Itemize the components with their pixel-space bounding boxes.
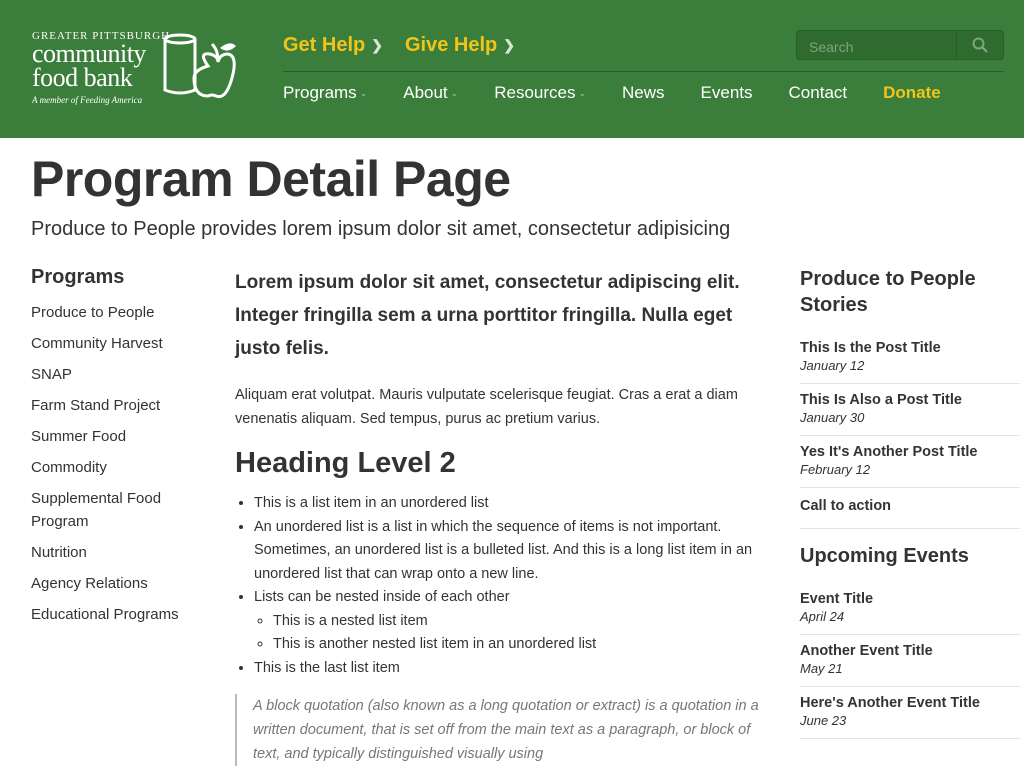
get-help-link[interactable] [283,34,383,57]
nav-label: Programs [283,83,357,102]
chevron-right-icon: ❯ [503,37,515,53]
search-box [796,30,1004,60]
sidebar-item-snap[interactable]: SNAP [31,366,72,383]
main-nav [283,83,941,103]
story-title: This Is Also a Post Title [800,392,962,408]
sidebar-item-supplemental-food-program[interactable]: Supplemental Food Program [31,490,162,530]
sidebar-item-produce-to-people[interactable]: Produce to People [31,304,155,321]
story-date: January 30 [800,410,865,425]
chevron-right-icon: ❯ [371,37,383,53]
sidebar-item-commodity[interactable]: Commodity [31,459,107,476]
sidebar-item-nutrition[interactable]: Nutrition [31,544,87,561]
nested-list-item: ◦ This is a nested list item [273,610,760,634]
event-title: Event Title [800,591,874,607]
unordered-list [235,492,760,680]
story-date: February 12 [800,462,871,477]
event-title: Here's Another Event Title [800,695,980,711]
top-links [283,34,515,57]
nav-news[interactable]: News [622,83,665,102]
nav-donate[interactable]: Donate [883,83,941,102]
list-item-with-nested [254,586,760,657]
main-content [235,266,760,766]
body-paragraph: Aliquam erat volutpat. Mauris vulputate scelerisque feugiat. Cras a erat a diam venenatis aliquam. Sed tempus, purus ac pretium varius. [235,387,738,427]
list-item-text: Lists can be nested inside of each other [254,589,510,605]
events-heading: Upcoming Events [800,545,969,567]
story-date: January 12 [800,358,865,373]
food-can-apple-icon [160,30,240,104]
search-button[interactable] [956,31,1003,59]
call-to-action-link[interactable]: Call to action [800,488,1020,529]
story-item[interactable] [800,436,1020,488]
nav-about[interactable] [403,83,458,103]
event-item[interactable] [800,635,1020,687]
caret-down-icon: ⌄ [450,87,459,98]
story-title: Yes It's Another Post Title [800,444,978,460]
nested-list [254,610,760,657]
event-item[interactable] [800,583,1020,635]
sidebar-heading: Programs [31,266,125,288]
search-icon [972,37,988,53]
nav-label: Resources [494,83,576,102]
logo-line-3: food bank [32,63,133,92]
caret-down-icon: ⌄ [578,87,587,98]
right-sidebar [800,266,1020,739]
nav-contact[interactable]: Contact [788,83,848,102]
site-header [0,0,1024,138]
event-item[interactable] [800,687,1020,739]
story-item[interactable] [800,384,1020,436]
event-title: Another Event Title [800,643,933,659]
story-item[interactable] [800,332,1020,384]
caret-down-icon: ⌄ [359,87,368,98]
stories-heading: Produce to People Stories [800,268,976,316]
header-divider [283,71,1004,72]
search-input[interactable] [807,36,951,58]
event-date: May 21 [800,661,843,676]
programs-sidebar [31,266,211,634]
nav-resources[interactable] [494,83,586,103]
logo-line-1: GREATER PITTSBURGH [32,30,171,42]
lead-paragraph: Lorem ipsum dolor sit amet, consectetur adipiscing elit. Integer fringilla sem a urna porttitor fringilla. Nulla eget justo felis. [235,272,740,359]
nested-list-item: ◦ This is another nested list item in an unordered list [273,633,760,657]
sidebar-item-community-harvest[interactable]: Community Harvest [31,335,163,352]
logo-tagline: A member of Feeding America [32,95,143,105]
story-title: This Is the Post Title [800,340,941,356]
sidebar-item-summer-food[interactable]: Summer Food [31,428,127,445]
give-help-link[interactable] [405,34,515,57]
list-item: • An unordered list is a list in which the sequence of items is not important. Sometimes, an unordered list is a bulleted list. And this is a long list item in an unordered list that can wrap onto a new line. [254,516,760,587]
nav-events[interactable]: Events [700,83,753,102]
nav-label: About [403,83,448,102]
list-item: • This is the last list item [254,657,760,681]
nav-programs[interactable] [283,83,367,103]
event-date: June 23 [800,713,847,728]
sidebar-item-farm-stand-project[interactable]: Farm Stand Project [31,397,161,414]
sidebar-item-agency-relations[interactable]: Agency Relations [31,575,148,592]
site-logo[interactable] [32,30,242,110]
page-title: Program Detail Page [31,151,511,207]
get-help-label: Get Help [283,34,366,56]
logo-line-2: community [32,39,146,68]
event-date: April 24 [800,609,845,624]
give-help-label: Give Help [404,34,498,56]
sidebar-item-educational-programs[interactable]: Educational Programs [31,606,179,623]
page-subtitle: Produce to People provides lorem ipsum dolor sit amet, consectetur adipisicing [31,218,731,240]
list-item: • This is a list item in an unordered list [254,492,760,516]
heading-level-2: Heading Level 2 [235,447,456,479]
block-quotation: A block quotation (also known as a long quotation or extract) is a quotation in a written document, that is set off from the main text as a paragraph, or block of text, and typically distinguished visually using [235,694,760,766]
